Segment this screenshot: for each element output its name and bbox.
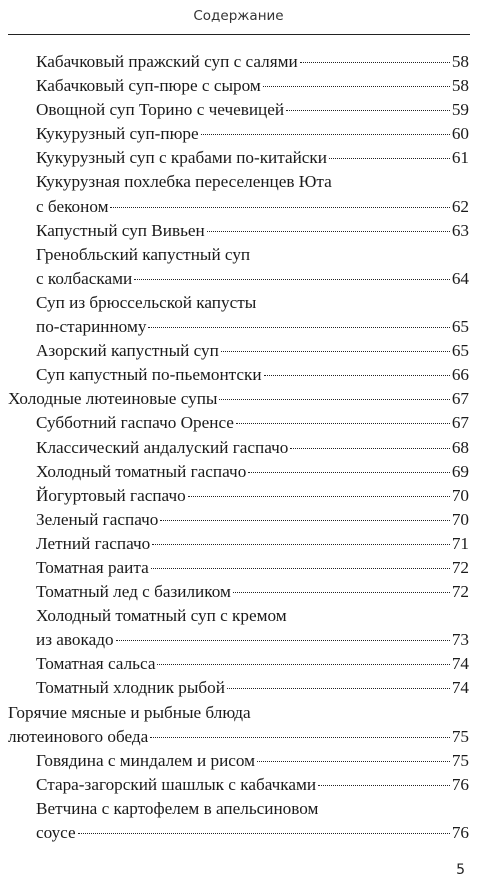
table-of-contents bbox=[0, 50, 477, 845]
toc-entry-title-line: Йогуртовый гаспачо bbox=[36, 485, 186, 505]
dot-leader bbox=[318, 785, 450, 786]
dot-leader bbox=[233, 592, 450, 593]
toc-page-number: 62 bbox=[451, 196, 469, 216]
toc-entry bbox=[0, 773, 477, 797]
toc-page-number: 75 bbox=[451, 750, 469, 770]
toc-entry-title-line: Горячие мясные и рыбные блюда bbox=[8, 702, 251, 722]
toc-entry-line bbox=[36, 580, 469, 604]
toc-entry bbox=[0, 556, 477, 580]
dot-leader bbox=[201, 134, 450, 135]
toc-entry bbox=[0, 243, 477, 291]
dot-leader bbox=[227, 688, 450, 689]
toc-entry bbox=[0, 460, 477, 484]
toc-page-number: 75 bbox=[451, 726, 469, 746]
toc-entry-title-line: Томатная сальса bbox=[36, 654, 156, 674]
toc-entry bbox=[0, 484, 477, 508]
dot-leader bbox=[116, 640, 450, 641]
page-number: 5 bbox=[456, 862, 465, 878]
dot-leader bbox=[248, 472, 450, 473]
toc-entry-line bbox=[36, 436, 469, 460]
toc-entry bbox=[0, 363, 477, 387]
toc-entry-line bbox=[36, 363, 469, 387]
toc-entry bbox=[0, 98, 477, 122]
toc-entry-title-line: с беконом bbox=[36, 196, 109, 216]
toc-entry-line bbox=[36, 773, 469, 797]
toc-page-number: 65 bbox=[451, 341, 469, 361]
toc-entry bbox=[0, 797, 477, 845]
toc-entry-title-line: Томатный лед с базиликом bbox=[36, 582, 231, 602]
toc-entry-title-line: Ветчина с картофелем в апельсиновом bbox=[36, 798, 319, 818]
toc-page-number: 69 bbox=[451, 461, 469, 481]
toc-entry-line bbox=[36, 508, 469, 532]
toc-page-number: 65 bbox=[451, 317, 469, 337]
toc-entry-title-line: Суп из брюссельской капусты bbox=[36, 292, 257, 312]
toc-page-number: 76 bbox=[451, 823, 469, 842]
dot-leader bbox=[329, 158, 450, 159]
toc-entry-title-line: Суп капустный по-пьемонтски bbox=[36, 365, 262, 385]
dot-leader bbox=[264, 375, 450, 376]
toc-entry-line bbox=[36, 821, 469, 845]
dot-leader bbox=[263, 86, 450, 87]
toc-entry bbox=[0, 532, 477, 556]
toc-entry-line bbox=[36, 122, 469, 146]
toc-entry-line bbox=[36, 98, 469, 122]
toc-entry bbox=[0, 604, 477, 652]
toc-entry-line bbox=[36, 195, 469, 219]
toc-page-number: 60 bbox=[451, 124, 469, 144]
toc-entry-line bbox=[36, 532, 469, 556]
toc-entry-line bbox=[36, 749, 469, 773]
toc-entry-title-line: Кабачковый суп-пюре с сыром bbox=[36, 76, 261, 96]
header-rule bbox=[8, 34, 470, 35]
toc-section-heading bbox=[0, 701, 477, 749]
toc-entry-title-line: лютеинового обеда bbox=[8, 726, 149, 746]
toc-page-number: 76 bbox=[451, 774, 469, 794]
running-head: Содержание bbox=[193, 8, 284, 24]
toc-entry bbox=[0, 74, 477, 98]
toc-entry bbox=[0, 146, 477, 170]
toc-entry bbox=[0, 580, 477, 604]
toc-entry-title-line: Летний гаспачо bbox=[36, 533, 151, 553]
toc-entry-title-line: Стара-загорский шашлык с кабачками bbox=[36, 774, 317, 794]
toc-entry bbox=[0, 508, 477, 532]
toc-entry bbox=[0, 652, 477, 676]
toc-entry-title-line: Кукурузная похлебка переселенцев Юта bbox=[36, 172, 332, 192]
toc-entry-title-line: Томатная раита bbox=[36, 557, 149, 577]
toc-page-number: 70 bbox=[451, 509, 469, 529]
toc-page-number: 72 bbox=[451, 557, 469, 577]
toc-page-number: 70 bbox=[451, 485, 469, 505]
toc-page-number: 74 bbox=[451, 654, 469, 674]
toc-entry-title-line: Кабачковый пражский суп с салями bbox=[36, 52, 298, 71]
dot-leader bbox=[110, 207, 449, 208]
dot-leader bbox=[78, 833, 450, 834]
toc-entry-title-line: Холодный томатный гаспачо bbox=[36, 461, 247, 481]
toc-entry-title-line: Кукурузный суп с крабами по-китайски bbox=[36, 148, 327, 168]
toc-entry-line bbox=[8, 725, 469, 749]
toc-entry bbox=[0, 122, 477, 146]
toc-entry-title-line: Говядина с миндалем и рисом bbox=[36, 750, 256, 770]
toc-entry bbox=[0, 749, 477, 773]
toc-entry-line bbox=[36, 628, 469, 652]
dot-leader bbox=[134, 279, 450, 280]
dot-leader bbox=[221, 351, 450, 352]
toc-entry-line bbox=[36, 411, 469, 435]
dot-leader bbox=[257, 761, 450, 762]
toc-entry bbox=[0, 676, 477, 700]
toc-entry-title-line: с колбасками bbox=[36, 268, 133, 288]
toc-entry-line bbox=[8, 387, 469, 411]
toc-entry-title-line: Овощной суп Торино с чечевицей bbox=[36, 100, 285, 120]
toc-page-number: 74 bbox=[451, 678, 469, 698]
dot-leader bbox=[286, 110, 450, 111]
toc-entry bbox=[0, 291, 477, 339]
toc-page-number: 67 bbox=[451, 413, 469, 433]
toc-entry-line bbox=[36, 556, 469, 580]
toc-entry bbox=[0, 219, 477, 243]
toc-page-number: 59 bbox=[451, 100, 469, 120]
toc-page-number: 61 bbox=[451, 148, 469, 168]
toc-page-number: 68 bbox=[451, 437, 469, 457]
toc-entry-title-line: Классический андалуский гаспачо bbox=[36, 437, 289, 457]
toc-entry-line bbox=[36, 652, 469, 676]
dot-leader bbox=[300, 62, 450, 63]
toc-page-number: 72 bbox=[451, 582, 469, 602]
toc-page-number: 71 bbox=[451, 533, 469, 553]
dot-leader bbox=[160, 520, 449, 521]
toc-entry-line bbox=[36, 484, 469, 508]
dot-leader bbox=[236, 423, 450, 424]
toc-page-number: 66 bbox=[451, 365, 469, 385]
toc-entry-line bbox=[36, 315, 469, 339]
toc-entry-title-line: Азорский капустный суп bbox=[36, 341, 219, 361]
toc-entry-line bbox=[36, 339, 469, 363]
toc-entry-title-line: соусе bbox=[36, 823, 76, 842]
toc-entry bbox=[0, 411, 477, 435]
toc-page-number: 58 bbox=[451, 76, 469, 96]
toc-page-number: 63 bbox=[451, 220, 469, 240]
toc-entry bbox=[0, 436, 477, 460]
toc-section-heading bbox=[0, 387, 477, 411]
dot-leader bbox=[207, 231, 450, 232]
dot-leader bbox=[188, 496, 450, 497]
dot-leader bbox=[219, 399, 449, 400]
toc-entry-title-line: Субботний гаспачо Оренсе bbox=[36, 413, 234, 433]
toc-entry-line bbox=[36, 50, 469, 74]
toc-entry-title-line: Кукурузный суп-пюре bbox=[36, 124, 199, 144]
dot-leader bbox=[290, 448, 449, 449]
toc-entry-line bbox=[36, 219, 469, 243]
toc-entry-title-line: Холодные лютеиновые супы bbox=[8, 389, 218, 409]
dot-leader bbox=[151, 568, 450, 569]
dot-leader bbox=[148, 327, 449, 328]
toc-entry-line bbox=[36, 74, 469, 98]
toc-entry-line bbox=[36, 676, 469, 700]
toc-entry-title-line: по-старинному bbox=[36, 317, 147, 337]
toc-entry-line bbox=[36, 267, 469, 291]
toc-page-number: 64 bbox=[451, 268, 469, 288]
toc-entry bbox=[0, 170, 477, 218]
toc-entry-title-line: Капустный суп Вивьен bbox=[36, 220, 205, 240]
toc-entry-line bbox=[36, 146, 469, 170]
toc-page-number: 58 bbox=[451, 52, 469, 71]
toc-entry-title-line: из авокадо bbox=[36, 630, 114, 650]
toc-entry bbox=[0, 339, 477, 363]
toc-entry-title-line: Томатный хлодник рыбой bbox=[36, 678, 225, 698]
toc-page-number: 73 bbox=[451, 630, 469, 650]
toc-entry-line bbox=[36, 460, 469, 484]
toc-entry-title-line: Зеленый гаспачо bbox=[36, 509, 159, 529]
toc-page-number: 67 bbox=[451, 389, 469, 409]
dot-leader bbox=[152, 544, 450, 545]
dot-leader bbox=[150, 737, 450, 738]
toc-entry-title-line: Холодный томатный суп с кремом bbox=[36, 606, 287, 626]
toc-entry-title-line: Гренобльский капустный суп bbox=[36, 244, 251, 264]
toc-entry bbox=[0, 50, 477, 74]
dot-leader bbox=[157, 664, 449, 665]
